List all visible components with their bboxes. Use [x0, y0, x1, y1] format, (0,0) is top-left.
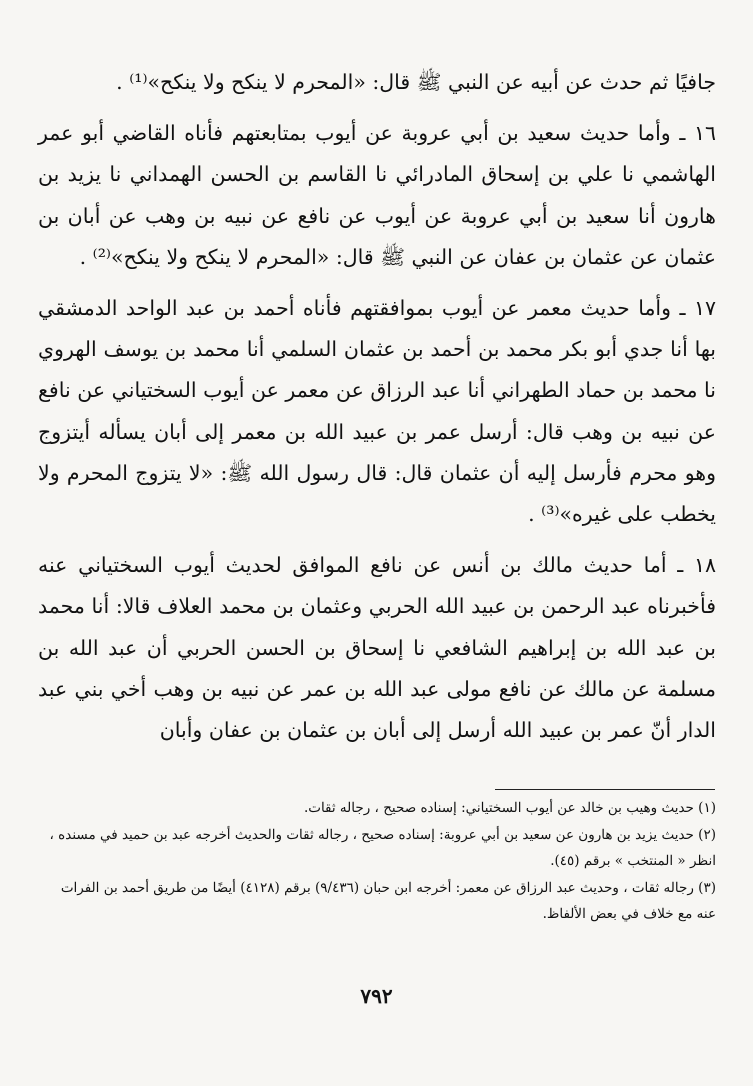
footnote-1: (١) حديث وهيب بن خالد عن أيوب السختياني: إسناده صحيح ، رجاله ثقات.	[303, 800, 716, 816]
main-text	[38, 62, 716, 751]
paragraph-17: ١٧ ـ وأما حديث معمر عن أيوب بموافقتهم فأناه أحمد بن عبد الواحد الدمشقي بها أنا جدي أبو بكر محمد بن أحمد بن عثمان السلمي أنا محمد بن يوسف الهروي نا محمد بن حماد الطهراني أنا عبد الرزاق عن معمر عن أيوب السختياني عن نافع عن نبيه بن وهب قال: أرسل عمر بن عبيد الله بن معمر إلى أبان يسأله أيتزوج وهو محرم فأرسل إليه أن عثمان قال: قال رسول الله ﷺ: «لا يتزوج المحرم ولا يخطب على غيره»⁽³⁾ .	[38, 296, 716, 527]
paragraph-continuation: جافيًا ثم حدث عن أبيه عن النبي ﷺ قال: «المحرم لا ينكح ولا ينكح»⁽¹⁾ .	[116, 70, 716, 94]
footnote-3: (٣) رجاله ثقات ، وحديث عبد الرزاق عن معمر: أخرجه ابن حبان (٩/٤٣٦) برقم (٤١٢٨) أيضًا من طريق أحمد بن الفرات عنه مع خلاف في بعض الألفاظ.	[60, 879, 716, 922]
footnote-divider	[495, 789, 715, 790]
paragraph-18: ١٨ ـ أما حديث مالك بن أنس عن نافع الموافق لحديث أيوب السختياني عنه فأخبرناه عبد الرحمن بن عبيد الله الحربي وعثمان بن محمد العلاف قالا: أنا محمد بن عبد الله بن إبراهيم الشافعي نا إسحاق بن الحسن الحربي أن عبد الله بن مسلمة عن مالك عن نافع مولى عبد الله بن عمر عن نبيه بن وهب أخي بني عبد الدار أنّ عمر بن عبيد الله أرسل إلى أبان بن عثمان بن عفان وأبان	[38, 553, 716, 743]
footnote-2: (٢) حديث يزيد بن هارون عن سعيد بن أبي عروبة: إسناده صحيح ، رجاله ثقات والحديث أخرجه عبد بن حميد في مسنده ، انظر « المنتخب » برقم (٤٥).	[49, 826, 716, 869]
paragraph-16: ١٦ ـ وأما حديث سعيد بن أبي عروبة عن أيوب بمتابعتهم فأناه القاضي أبو عمر الهاشمي نا علي بن إسحاق المادرائي نا القاسم بن الحسن الهمداني نا يزيد بن هارون أنا سعيد بن أبي عروبة عن أيوب عن نافع عن نبيه بن وهب عن أبان بن عثمان عن عثمان بن عفان عن النبي ﷺ قال: «المحرم لا ينكح ولا ينكح»⁽²⁾ .	[38, 121, 716, 269]
page-number: ٧٩٢	[360, 984, 393, 1008]
footnotes	[38, 795, 716, 928]
